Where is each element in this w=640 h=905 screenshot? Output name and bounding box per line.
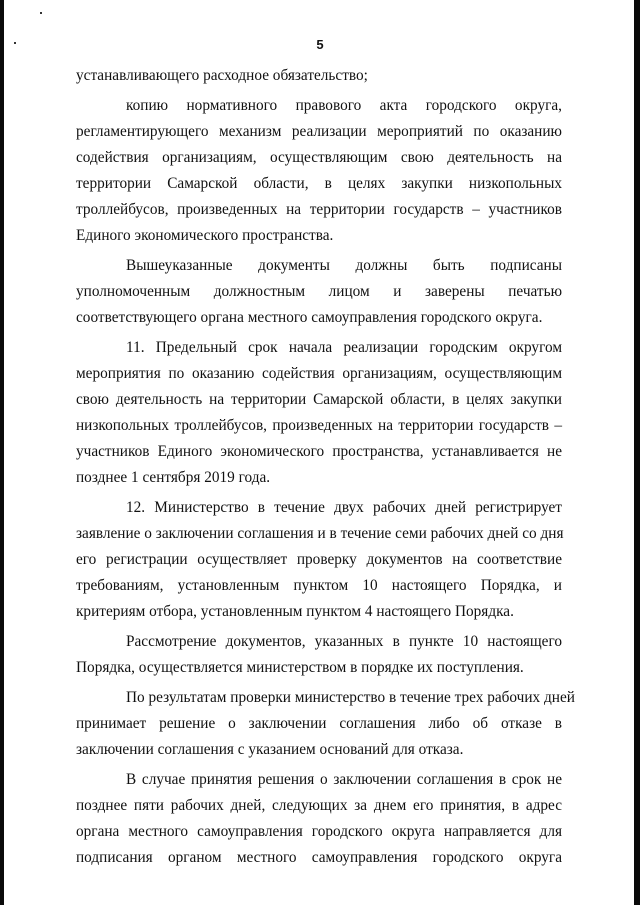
paragraph-continuation [76,63,562,89]
paragraph-decision [76,685,575,763]
scan-border-right [634,0,640,905]
text-line: В случае принятия решения о заключении соглашения в срок не [126,771,562,788]
text-line: уполномоченным должностным лицом и заверены печатью [76,283,562,300]
text-line: Рассмотрение документов, указанных в пункте 10 настоящего [126,633,562,650]
paragraph-item-11 [76,335,562,491]
text-line: требованиям, установленным пунктом 10 настоящего Порядка, и [76,577,562,594]
text-line: регламентирующего механизм реализации мероприятий по оказанию [76,123,562,140]
text-line: Единого экономического пространства. [76,227,334,244]
document-body [76,63,575,871]
text-line: мероприятия по оказанию содействия организациям, осуществляющим [76,365,562,382]
text-line: троллейбусов, произведенных на территории государств – участников [76,201,562,218]
text-line: свою деятельность на территории Самарской области, в целях закупки [76,391,562,408]
text-line: Порядка, осуществляется министерством в порядке их поступления. [76,659,524,676]
text-line: позднее пяти рабочих дней, следующих за днем его принятия, в адрес [76,797,562,814]
text-line: низкопольных троллейбусов, произведенных на территории государств – [76,417,562,434]
paragraph-review-order [76,629,562,681]
text-line: заключении соглашения с указанием оснований для отказа. [76,741,464,758]
text-line: территории Самарской области, в целях закупки низкопольных [76,175,562,192]
text-line: копию нормативного правового акта городского округа, [126,97,562,114]
scan-border-left [0,0,4,905]
text-line: устанавливающего расходное обязательство; [76,67,368,84]
text-line: принимает решение о заключении соглашения либо об отказе в [76,715,562,732]
scan-speck [40,12,42,14]
text-line: заявление о заключении соглашения и в течение семи рабочих дней со дня [76,525,564,542]
text-line: подписания органом местного самоуправления городского округа [76,849,562,866]
text-line: его регистрации осуществляет проверку документов на соответствие [76,551,562,568]
text-line: По результатам проверки министерство в течение трех рабочих дней [126,689,575,706]
paragraph-signatures [76,253,562,331]
text-line: органа местного самоуправления городского округа направляется для [76,823,562,840]
text-line: соответствующего органа местного самоуправления городского округа. [76,309,543,326]
text-line: 11. Предельный срок начала реализации городским округом [126,339,562,356]
text-line: участников Единого экономического пространства, устанавливается не [76,443,562,460]
paragraph-normative-act [76,93,562,249]
text-line: 12. Министерство в течение двух рабочих дней регистрирует [126,499,562,516]
text-line: позднее 1 сентября 2019 года. [76,469,271,486]
page-number: 5 [316,37,324,52]
paragraph-agreement-sending [76,767,562,871]
paragraph-item-12 [76,495,562,625]
text-line: критериям отбора, установленным пунктом 4 настоящего Порядка. [76,603,514,620]
text-line: содействия организациям, осуществляющим свою деятельность на [76,149,562,166]
text-line: Вышеуказанные документы должны быть подписаны [126,257,562,274]
